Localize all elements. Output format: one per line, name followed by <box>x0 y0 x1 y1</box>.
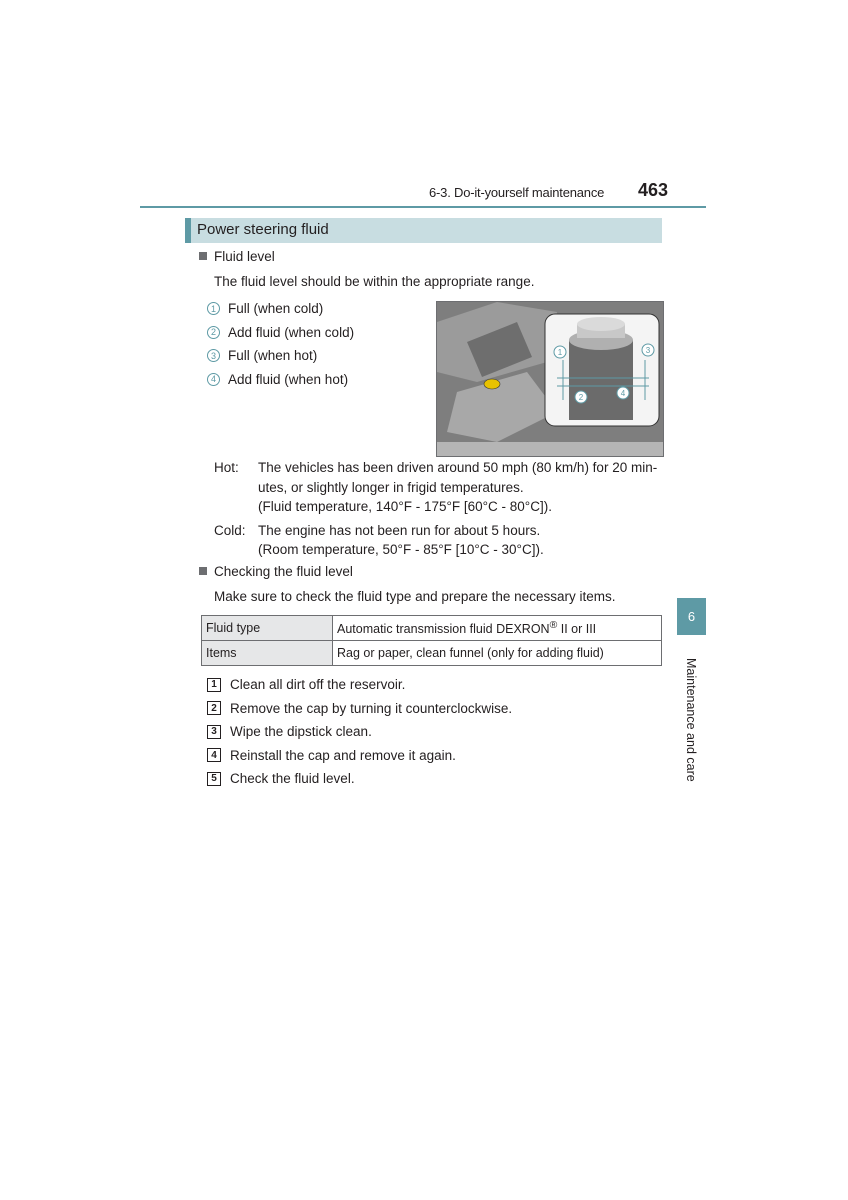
engine-bay-illustration <box>436 301 664 457</box>
fluid-level-intro: The fluid level should be within the appropriate range. <box>214 274 535 289</box>
temperature-definitions <box>214 458 658 564</box>
step-text: Wipe the dipstick clean. <box>230 724 372 740</box>
step-text: Remove the cap by turning it counterclockwise. <box>230 700 513 716</box>
list-item <box>207 297 354 321</box>
section-title: Power steering fluid <box>197 221 329 238</box>
chapter-tab[interactable]: 6 <box>677 598 706 635</box>
registered-mark: ® <box>549 619 558 631</box>
fluid-level-heading <box>199 249 275 264</box>
step-number: 1 <box>207 678 221 692</box>
table-key: Fluid type <box>202 616 333 641</box>
definition-cold <box>214 521 658 560</box>
list-item <box>207 344 354 368</box>
list-item-label: Full (when hot) <box>228 348 318 364</box>
list-item <box>207 321 354 345</box>
step-text: Reinstall the cap and remove it again. <box>230 747 456 763</box>
step-text: Check the fluid level. <box>230 771 355 787</box>
checking-intro: Make sure to check the fluid type and prepare the necessary items. <box>214 589 616 604</box>
circled-number-2: 2 <box>207 326 220 339</box>
step-item <box>207 720 512 744</box>
table-key: Items <box>202 641 333 666</box>
callout-3: 3 <box>645 346 651 355</box>
square-bullet-icon <box>199 252 207 260</box>
step-item <box>207 673 512 697</box>
fluid-level-list <box>207 297 354 391</box>
table-value <box>333 616 662 641</box>
step-number: 5 <box>207 772 221 786</box>
circled-number-4: 4 <box>207 373 220 386</box>
section-title-bar <box>185 218 662 243</box>
definition-description <box>258 521 658 560</box>
definition-line: (Fluid temperature, 140°F - 175°F [60°C - 80°C]). <box>258 499 552 514</box>
step-item <box>207 767 512 791</box>
step-item <box>207 744 512 768</box>
definition-hot <box>214 458 658 517</box>
reservoir-diagram <box>437 302 663 456</box>
checking-heading-text: Checking the fluid level <box>214 564 353 579</box>
definition-line: The engine has not been run for about 5 hours. <box>258 522 541 538</box>
step-text: Clean all dirt off the reservoir. <box>230 677 406 693</box>
callout-2: 2 <box>578 393 584 402</box>
running-header-section: 6-3. Do-it-yourself maintenance <box>429 185 605 200</box>
table-value-text: Automatic transmission fluid DEXRON <box>337 622 550 637</box>
step-number: 3 <box>207 725 221 739</box>
definition-term: Hot: <box>214 460 239 475</box>
header-rule <box>140 206 706 208</box>
list-item-label: Add fluid (when cold) <box>228 324 355 340</box>
table-value <box>333 641 662 666</box>
square-bullet-icon <box>199 567 207 575</box>
table-row <box>202 641 662 666</box>
table-row <box>202 616 662 641</box>
definition-line: (Room temperature, 50°F - 85°F [10°C - 30°C]). <box>258 542 544 557</box>
definition-line: The vehicles has been driven around 50 mph (80 km/h) for 20 min- <box>258 460 658 475</box>
step-number: 2 <box>207 701 221 715</box>
fluid-level-heading-text: Fluid level <box>214 249 275 264</box>
table-value-text: Rag or paper, clean funnel (only for adding fluid) <box>337 646 604 660</box>
callout-1: 1 <box>557 348 563 357</box>
fluid-info-table <box>201 615 662 666</box>
list-item <box>207 368 354 392</box>
list-item-label: Full (when cold) <box>228 301 324 317</box>
step-number: 4 <box>207 748 221 762</box>
table-value-suffix: II or III <box>557 622 597 637</box>
circled-number-1: 1 <box>207 302 220 315</box>
chapter-side-label: Maintenance and care <box>684 658 698 782</box>
page-number: 463 <box>638 180 669 200</box>
definition-line: utes, or slightly longer in frigid temperatures. <box>258 479 524 495</box>
step-item <box>207 697 512 721</box>
circled-number-3: 3 <box>207 349 220 362</box>
definition-term: Cold: <box>214 522 246 538</box>
procedure-steps <box>207 673 512 791</box>
section-accent <box>185 218 191 243</box>
checking-heading <box>199 564 353 579</box>
list-item-label: Add fluid (when hot) <box>228 371 349 387</box>
definition-description <box>258 458 658 517</box>
callout-4: 4 <box>620 389 626 398</box>
